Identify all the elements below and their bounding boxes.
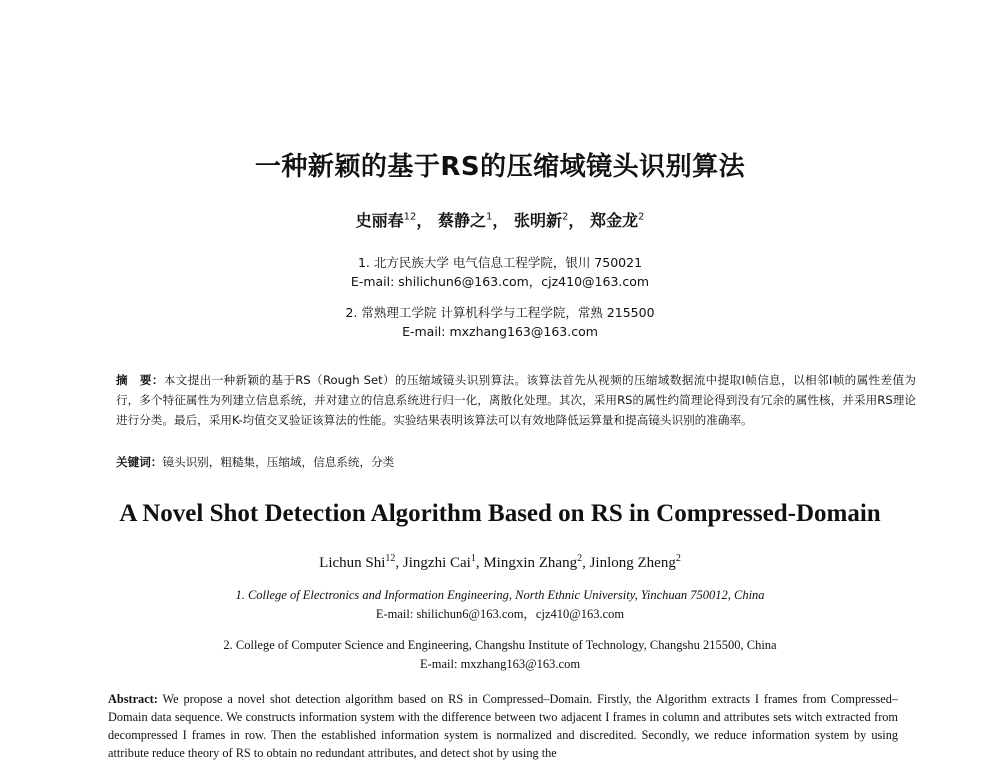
author-name: Jinlong Zheng xyxy=(589,555,676,571)
english-affiliation-1 xyxy=(0,586,1000,624)
english-affiliation-2 xyxy=(0,636,1000,674)
author-affiliation-mark: 1 xyxy=(486,211,493,223)
author-separator: , xyxy=(475,555,484,571)
author-separator: , xyxy=(395,555,403,571)
author-name: Mingxin Zhang xyxy=(483,555,578,571)
abstract-label: 摘 要： xyxy=(116,373,164,387)
abstract-text: We propose a novel shot detection algorithm based on RS in Compressed–Domain. Firstly, the Algorithm extracts I frames from Compressed–Domain data sequence. We constructs information system with the difference between two adjacent I frames in column and attributes sets witch extracted from decompressed I frames in row. Then the established information system is normalized and discredited. Secondly, we reduce information system by using attribute reduce theory of RS to obtain no redundant attributes, and detect shot by using the xyxy=(108,692,898,760)
affiliation-email: E-mail: shilichun6@163.com，cjz410@163.com xyxy=(350,274,650,289)
keywords-label: 关键词： xyxy=(116,455,163,469)
abstract-label: Abstract: xyxy=(108,692,158,706)
author-name: Jingzhi Cai xyxy=(402,555,471,571)
chinese-keywords xyxy=(116,452,916,472)
affiliation-line: 2. 常熟理工学院 计算机科学与工程学院，常熟 215500 xyxy=(345,305,655,320)
abstract-text: 本文提出一种新颖的基于RS（Rough Set）的压缩域镜头识别算法。该算法首先从视频的压缩域数据流中提取I帧信息，以相邻I帧的属性差值为行，多个特征属性为列建立信息系统，并对建立的信息系统进行归一化，离散化处理。其次，采用RS的属性约简理论得到没有冗余的属性核，并采用RS理论进行分类。最后，采用K-均值交叉验证该算法的性能。实验结果表明该算法可以有效地降低运算量和提高镜头识别的准确率。 xyxy=(116,373,916,427)
author-name: 史丽春 xyxy=(355,211,404,230)
author-affiliation-mark: 2 xyxy=(577,553,583,564)
affiliation-line: 2. College of Computer Science and Engineering, Changshu Institute of Technology, Changshu 215500, China xyxy=(223,638,777,652)
author-name: 郑金龙 xyxy=(589,211,638,230)
author-name: Lichun Shi xyxy=(319,555,386,571)
keywords-text: 镜头识别，粗糙集，压缩域，信息系统，分类 xyxy=(162,455,395,469)
english-title: A Novel Shot Detection Algorithm Based on RS in Compressed-Domain xyxy=(119,500,881,527)
author-affiliation-mark: 2 xyxy=(561,211,569,223)
english-authors xyxy=(0,553,1000,572)
author-separator: ， xyxy=(568,211,585,230)
english-abstract xyxy=(108,690,898,762)
author-name: 蔡静之 xyxy=(437,211,486,230)
author-name: 张明新 xyxy=(513,211,562,230)
chinese-authors xyxy=(0,208,1000,231)
author-affiliation-mark: 2 xyxy=(637,211,645,223)
author-affiliation-mark: 1 xyxy=(470,553,476,564)
chinese-abstract xyxy=(116,370,916,430)
author-affiliation-mark: 12 xyxy=(403,211,417,223)
affiliation-line: 1. College of Electronics and Information Engineering, North Ethnic University, Yinchuan 750012, China xyxy=(235,588,765,602)
affiliation-email: E-mail: mxzhang163@163.com xyxy=(402,324,598,339)
affiliation-email: E-mail: mxzhang163@163.com xyxy=(419,657,581,671)
chinese-affiliation-1 xyxy=(0,253,1000,291)
author-affiliation-mark: 2 xyxy=(675,553,681,564)
author-separator: , xyxy=(582,555,590,571)
author-separator: ， xyxy=(492,211,509,230)
author-affiliation-mark: 12 xyxy=(385,553,396,564)
affiliation-email: E-mail: shilichun6@163.com，cjz410@163.com xyxy=(375,607,625,621)
affiliation-line: 1. 北方民族大学 电气信息工程学院，银川 750021 xyxy=(357,255,643,270)
chinese-title: 一种新颖的基于RS的压缩域镜头识别算法 xyxy=(254,152,746,182)
author-separator: ， xyxy=(416,211,433,230)
chinese-affiliation-2 xyxy=(0,303,1000,341)
